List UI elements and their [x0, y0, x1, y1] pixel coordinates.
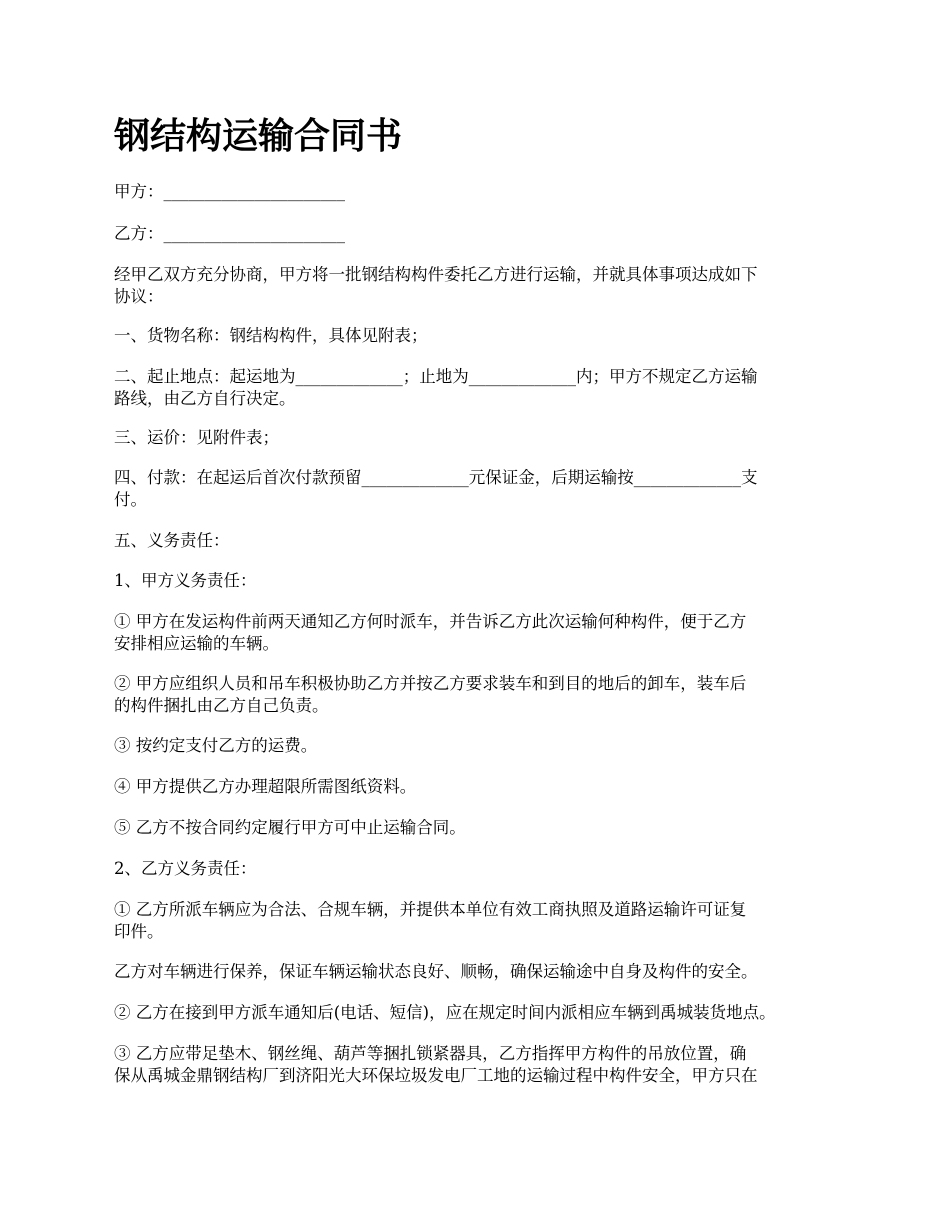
- item-goods-name: 一、货物名称：钢结构构件，具体见附表；: [114, 326, 428, 345]
- duty-line: ① 乙方所派车辆应为合法、合规车辆，并提供本单位有效工商执照及道路运输许可证复: [114, 900, 747, 919]
- duty-line: 安排相应运输的车辆。: [114, 634, 279, 653]
- party-a-line: 甲方：______________________: [114, 182, 345, 201]
- party-a-duty-3: ③ 按约定支付乙方的运费。: [114, 736, 318, 755]
- party-a-duty-4: ④ 甲方提供乙方办理超限所需图纸资料。: [114, 777, 417, 796]
- party-b-duties-heading: 2、乙方义务责任：: [114, 859, 257, 878]
- item-duties-heading: 五、义务责任：: [114, 531, 230, 550]
- duty-line: ③ 乙方应带足垫木、钢丝绳、葫芦等捆扎锁紧器具，乙方指挥甲方构件的吊放位置，确: [114, 1044, 747, 1063]
- party-a-duty-1: [114, 611, 849, 655]
- intro-line: 协议：: [114, 287, 164, 306]
- item-locations: [114, 366, 849, 410]
- intro-paragraph: [114, 264, 849, 308]
- item-payment: [114, 467, 849, 511]
- item-freight-price: 三、运价：见附件表；: [114, 428, 279, 447]
- duty-line: ① 甲方在发运构件前两天通知乙方何时派车，并告诉乙方此次运输何种构件，便于乙方: [114, 612, 747, 631]
- item-payment-line: 四、付款：在起运后首次付款预留_____________元保证金，后期运输按_____________支: [114, 468, 758, 487]
- party-b-duty-2: ② 乙方在接到甲方派车通知后(电话、短信)，应在规定时间内派相应车辆到禹城装货地点。: [114, 1003, 776, 1022]
- duty-line: ② 甲方应组织人员和吊车积极协助乙方并按乙方要求装车和到目的地后的卸车，装车后: [114, 674, 747, 693]
- duty-line: 的构件捆扎由乙方自己负责。: [114, 696, 329, 715]
- duty-line: 保从禹城金鼎钢结构厂到济阳光大环保垃圾发电厂工地的运输过程中构件安全，甲方只在: [114, 1066, 758, 1085]
- party-a-duty-2: [114, 673, 849, 717]
- document-title: 钢结构运输合同书: [114, 115, 403, 157]
- duty-line: 印件。: [114, 922, 164, 941]
- party-b-duty-1-extra: 乙方对车辆进行保养，保证车辆运输状态良好、顺畅，确保运输途中自身及构件的安全。: [114, 962, 758, 981]
- party-a-duty-5: ⑤ 乙方不按合同约定履行甲方可中止运输合同。: [114, 818, 466, 837]
- party-b-duty-3: [114, 1043, 849, 1087]
- item-locations-line: 二、起止地点：起运地为_____________；止地为_____________内；甲方不规定乙方运输: [114, 367, 758, 386]
- party-b-line: 乙方：______________________: [114, 224, 345, 243]
- item-locations-line: 路线，由乙方自行决定。: [114, 389, 296, 408]
- party-b-duty-1: [114, 899, 849, 943]
- intro-line: 经甲乙双方充分协商，甲方将一批钢结构构件委托乙方进行运输，并就具体事项达成如下: [114, 265, 758, 284]
- item-payment-line: 付。: [114, 490, 147, 509]
- party-a-duties-heading: 1、甲方义务责任：: [114, 571, 257, 590]
